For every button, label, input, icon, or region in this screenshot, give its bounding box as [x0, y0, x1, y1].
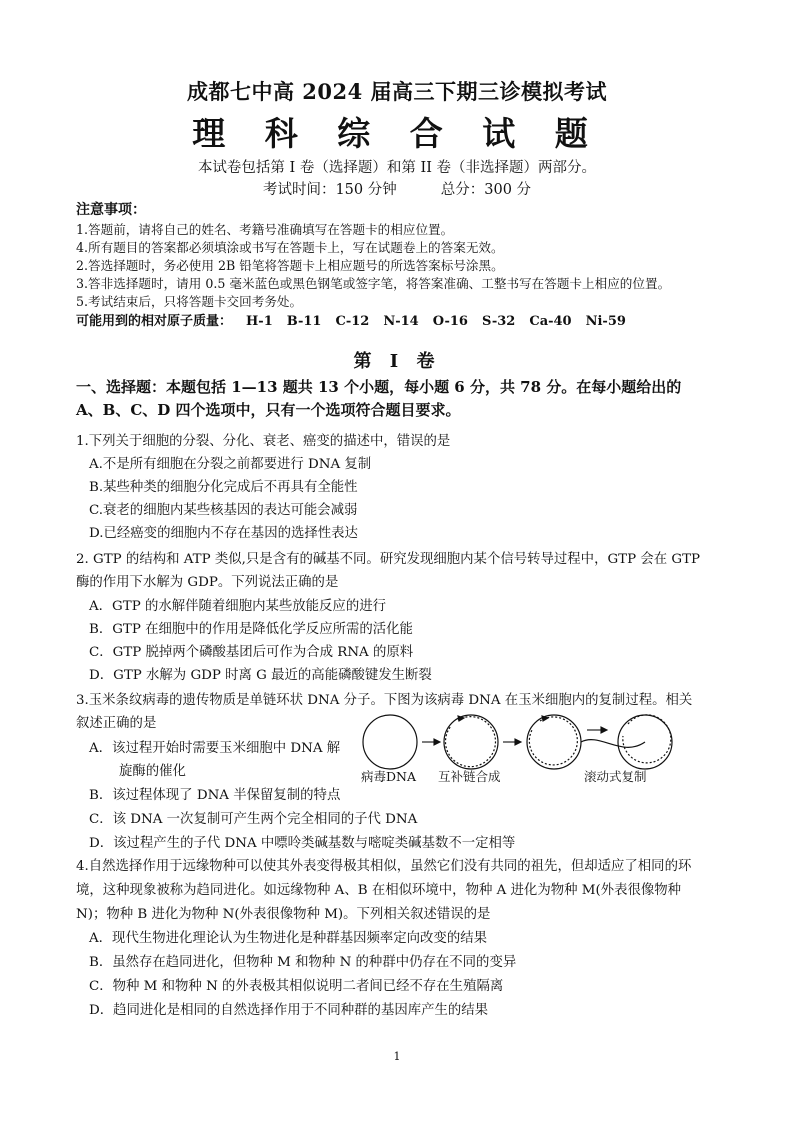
question-2-stem: 2. GTP 的结构和 ATP 类似,只是含有的碱基不同。研究发现细胞内某个信号转导过程中，GTP 会在 GTP	[76, 552, 701, 567]
note-item: 1.答题前，请将自己的姓名、考籍号准确填写在答题卡的相应位置。	[76, 222, 454, 237]
question-4-option-b: B．虽然存在趋同进化，但物种 M 和物种 N 的种群中仍存在不同的变异	[89, 955, 517, 970]
question-2-option-b: B．GTP 在细胞中的作用是降低化学反应所需的活化能	[89, 622, 413, 637]
question-1-option-c: C.衰老的细胞内某些核基因的表达可能会减弱	[89, 503, 358, 518]
viral-dna-circle	[363, 715, 417, 769]
question-1-option-b: B.某些种类的细胞分化完成后不再具有全能性	[89, 480, 358, 495]
arrow-1-head	[434, 739, 440, 745]
section-instruction: 一、选择题：本题包括 1—13 题共 13 个小题，每小题 6 分，共 78 分。在每小题给出的	[76, 378, 682, 396]
notes-heading: 注意事项：	[76, 202, 146, 218]
arrow-2-head	[515, 739, 521, 745]
note-item: 4.所有题目的答案都必须填涂或书写在答题卡上，写在试题卷上的答案无效。	[76, 240, 504, 255]
section-instruction: A、B、C、D 四个选项中，只有一个选项符合题目要求。	[76, 401, 461, 419]
rolling-strand-dashed-2	[623, 715, 671, 763]
total-score: 总分：300 分	[440, 182, 532, 198]
question-3-option-a-cont: 旋酶的催化	[119, 764, 186, 779]
question-3-stem: 3.玉米条纹病毒的遗传物质是单链环状 DNA 分子。下图为该病毒 DNA 在玉米细胞内的复制过程。相关	[76, 693, 693, 708]
figure-label-complementary: 互补链合成	[438, 769, 501, 784]
question-1-option-d: D.已经癌变的细胞内不存在基因的选择性表达	[89, 526, 358, 541]
question-3-option-b: B．该过程体现了 DNA 半保留复制的特点	[89, 788, 341, 803]
rolling-tail	[581, 740, 645, 748]
time-and-score	[0, 178, 794, 199]
atom-mass: N-14	[383, 314, 419, 329]
question-1-option-a: A.不是所有细胞在分裂之前都要进行 DNA 复制	[89, 457, 372, 472]
note-item: 5.考试结束后，只将答题卡交回考务处。	[76, 294, 303, 309]
paper-intro: 本试卷包括第 I 卷（选择题）和第 II 卷（非选择题）两部分。	[197, 160, 597, 176]
question-3-option-c: C．该 DNA 一次复制可产生两个完全相同的子代 DNA	[89, 812, 418, 827]
question-4-stem: N)；物种 B 进化为物种 N(外表很像物种 M)。下列相关叙述错误的是	[76, 907, 491, 922]
note-item: 3.答非选择题时，请用 0.5 毫米蓝色或黑色钢笔或签字笔，将答案准确、工整书写在答题卡上相应的位置。	[76, 276, 671, 291]
atom-mass: B-11	[286, 314, 322, 329]
atom-mass: C-12	[335, 314, 370, 329]
complementary-strand-circle	[444, 715, 498, 769]
question-2-stem: 酶的作用下水解为 GDP。下列说法正确的是	[76, 575, 339, 590]
atom-mass: H-1	[246, 314, 273, 329]
exam-title: 成都七中高 2024 届高三下期三诊模拟考试	[186, 79, 608, 104]
question-4-option-d: D．趋同进化是相同的自然选择作用于不同种群的基因库产生的结果	[89, 1003, 489, 1018]
rolling-strand-dashed-1	[529, 717, 577, 765]
subject-title: 理 科 综 合 试 题	[192, 114, 602, 153]
question-4-option-a: A．现代生物进化理论认为生物进化是种群基因频率定向改变的结果	[89, 931, 487, 946]
note-item: 2.答选择题时，务必使用 2B 铅笔将答题卡上相应题号的所选答案标号涂黑。	[76, 258, 504, 273]
atom-mass: S-32	[481, 314, 516, 329]
question-2-option-c: C．GTP 脱掉两个磷酸基团后可作为合成 RNA 的原料	[89, 645, 414, 660]
question-3-stem: 叙述正确的是	[76, 716, 157, 731]
atom-mass: O-16	[432, 314, 468, 329]
atom-mass: Ca-40	[529, 314, 572, 329]
question-1-stem: 1.下列关于细胞的分裂、分化、衰老、癌变的描述中，错误的是	[76, 434, 451, 449]
question-4-stem: 境，这种现象被称为趋同进化。如远缘物种 A、B 在相似环境中，物种 A 进化为物种 M(外表很像物种	[76, 883, 682, 898]
exam-time: 考试时间：150 分钟	[262, 182, 397, 198]
arrow-3-head	[601, 727, 607, 733]
figure-label-viral-dna: 病毒DNA	[361, 769, 416, 784]
strand-direction-arrow-2	[542, 716, 548, 721]
complementary-strand-dashed	[445, 717, 495, 767]
question-3-option-a: A．该过程开始时需要玉米细胞中 DNA 解	[89, 741, 341, 756]
page-number: 1	[393, 1050, 401, 1063]
atomic-masses	[76, 310, 626, 329]
figure-label-rolling: 滚动式复制	[584, 769, 647, 784]
atomic-masses-label: 可能用到的相对原子质量：	[76, 314, 233, 329]
rolling-circle-1	[527, 715, 581, 769]
question-4-option-c: C．物种 M 和物种 N 的外表极其相似说明二者间已经不存在生殖隔离	[89, 979, 504, 994]
question-4-stem: 4.自然选择作用于远缘物种可以使其外表变得极其相似，虽然它们没有共同的祖先，但却适应了相同的环	[76, 859, 692, 874]
question-3-option-d: D．该过程产生的子代 DNA 中嘌呤类碱基数与嘧啶类碱基数不一定相等	[89, 836, 516, 851]
question-2-option-d: D．GTP 水解为 GDP 时离 G 最近的高能磷酸键发生断裂	[89, 668, 432, 683]
question-2-option-a: A．GTP 的水解伴随着细胞内某些放能反应的进行	[89, 599, 386, 614]
volume-heading: 第 I 卷	[353, 351, 441, 372]
atom-mass: Ni-59	[585, 314, 626, 329]
